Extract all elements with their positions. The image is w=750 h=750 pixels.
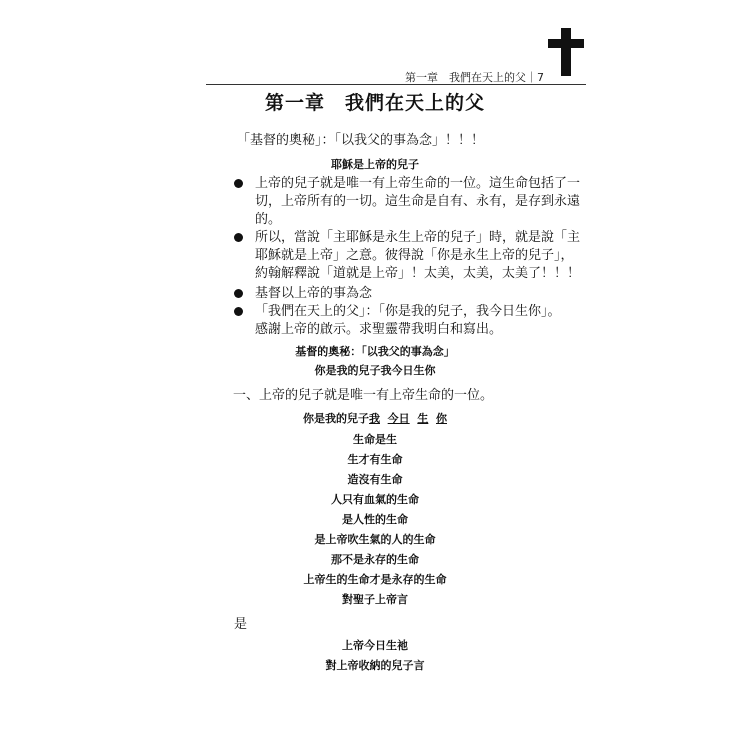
poem-line: 是上帝吹生氣的人的生命 <box>314 533 436 546</box>
header-rule <box>206 84 586 85</box>
chapter-title: 第一章 我們在天上的父 <box>264 92 485 114</box>
poem-line: 生命是生 <box>353 433 397 446</box>
verse-word-jinri: 今日 <box>387 412 410 425</box>
bullet-4-line-1: 「我們在天上的父」：「你是我的兒子，我今日生你」。 <box>255 304 561 319</box>
verse-prefix: 你是我的兒子 <box>302 412 369 425</box>
poem-line: 生才有生命 <box>347 453 403 466</box>
mid-line-1: 基督的奧秘：「以我父的事為念」 <box>295 345 455 358</box>
mid-line-2: 你是我的兒子我今日生你 <box>314 364 436 377</box>
intro-quote: 「基督的奧秘」：「以我父的事為念」！！！ <box>237 133 485 148</box>
closing-line-1: 上帝今日生祂 <box>342 639 408 652</box>
running-head: 第一章 我們在天上的父｜7 <box>405 71 544 84</box>
poem-line: 上帝生的生命才是永存的生命 <box>303 573 447 586</box>
poem-line: 那不是永存的生命 <box>331 553 419 566</box>
verse-word-ni: 你 <box>436 412 447 425</box>
bullet-1-line-3: 的。 <box>255 212 282 227</box>
verse-line <box>0 410 750 428</box>
verse-word-wo: 我 <box>368 412 380 425</box>
intro-subtitle: 耶穌是上帝的兒子 <box>331 158 419 171</box>
bullet-1-line-1: 上帝的兒子就是唯一有上帝生命的一位。這生命包括了一 <box>255 176 581 191</box>
section-one-heading: 一、上帝的兒子就是唯一有上帝生命的一位。 <box>233 388 494 403</box>
closing-line-2: 對上帝收納的兒子言 <box>325 659 425 672</box>
cross-icon <box>548 28 584 76</box>
bullet-dot <box>234 179 243 188</box>
shi-word: 是 <box>234 617 248 632</box>
bullet-1-line-2: 切，上帝所有的一切。這生命是自有、永有，是存到永遠 <box>255 194 581 209</box>
bullet-2-line-3: 約翰解釋說「道就是上帝」！太美，太美，太美了！！！ <box>255 266 581 281</box>
bullet-dot <box>234 233 243 242</box>
verse-word-sheng: 生 <box>417 412 429 425</box>
bullet-dot <box>234 307 243 316</box>
bullet-2-line-1: 所以，當說「主耶穌是永生上帝的兒子」時，就是說「主 <box>255 230 581 245</box>
poem-line: 人只有血氣的生命 <box>331 493 419 506</box>
bullet-3-line-1: 基督以上帝的事為念 <box>255 286 373 301</box>
bullet-4-line-2: 感謝上帝的啟示。求聖靈帶我明白和寫出。 <box>255 322 503 337</box>
poem-line: 造沒有生命 <box>347 473 403 486</box>
poem-line: 是人性的生命 <box>342 513 408 526</box>
bullet-2-line-2: 耶穌就是上帝」之意。彼得說「你是永生上帝的兒子」， <box>255 248 574 263</box>
bullet-dot <box>234 289 243 298</box>
poem-line: 對聖子上帝言 <box>342 593 408 606</box>
